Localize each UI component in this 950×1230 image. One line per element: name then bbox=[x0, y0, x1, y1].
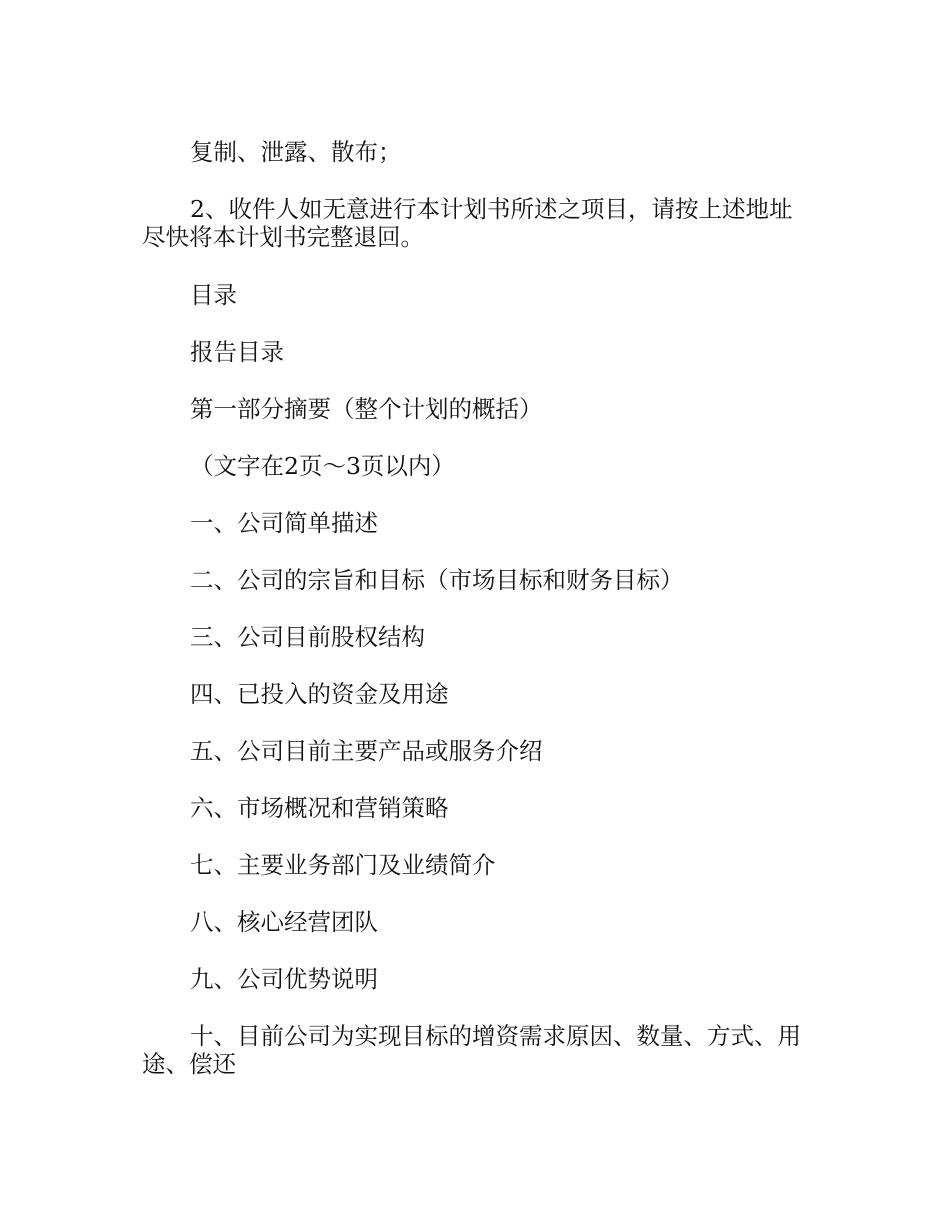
toc-item-6: 六、市场概况和营销策略 bbox=[190, 794, 449, 822]
toc-item-8: 八、核心经营团队 bbox=[190, 908, 378, 936]
toc-part-one-summary: 第一部分摘要（整个计划的概括） bbox=[190, 395, 543, 423]
toc-item-2: 二、公司的宗旨和目标（市场目标和财务目标） bbox=[190, 566, 684, 594]
toc-item-1: 一、公司简单描述 bbox=[190, 509, 378, 537]
paragraph-copy-disclosure: 复制、泄露、散布； bbox=[190, 138, 402, 166]
toc-item-7: 七、主要业务部门及业绩简介 bbox=[190, 851, 496, 879]
paragraph-return-notice: 2、收件人如无意进行本计划书所述之项目，请按上述地址尽快将本计划书完整退回。 bbox=[142, 195, 793, 251]
heading-report-contents: 报告目录 bbox=[190, 338, 284, 366]
toc-item-10: 十、目前公司为实现目标的增资需求原因、数量、方式、用途、偿还 bbox=[142, 1022, 801, 1078]
toc-item-4: 四、已投入的资金及用途 bbox=[190, 680, 449, 708]
document-body bbox=[142, 138, 812, 1108]
heading-contents: 目录 bbox=[190, 281, 237, 309]
toc-item-9: 九、公司优势说明 bbox=[190, 965, 378, 993]
toc-item-5: 五、公司目前主要产品或服务介绍 bbox=[190, 737, 543, 765]
toc-item-3: 三、公司目前股权结构 bbox=[190, 623, 425, 651]
toc-length-note: （文字在2页～3页以内） bbox=[190, 452, 455, 480]
